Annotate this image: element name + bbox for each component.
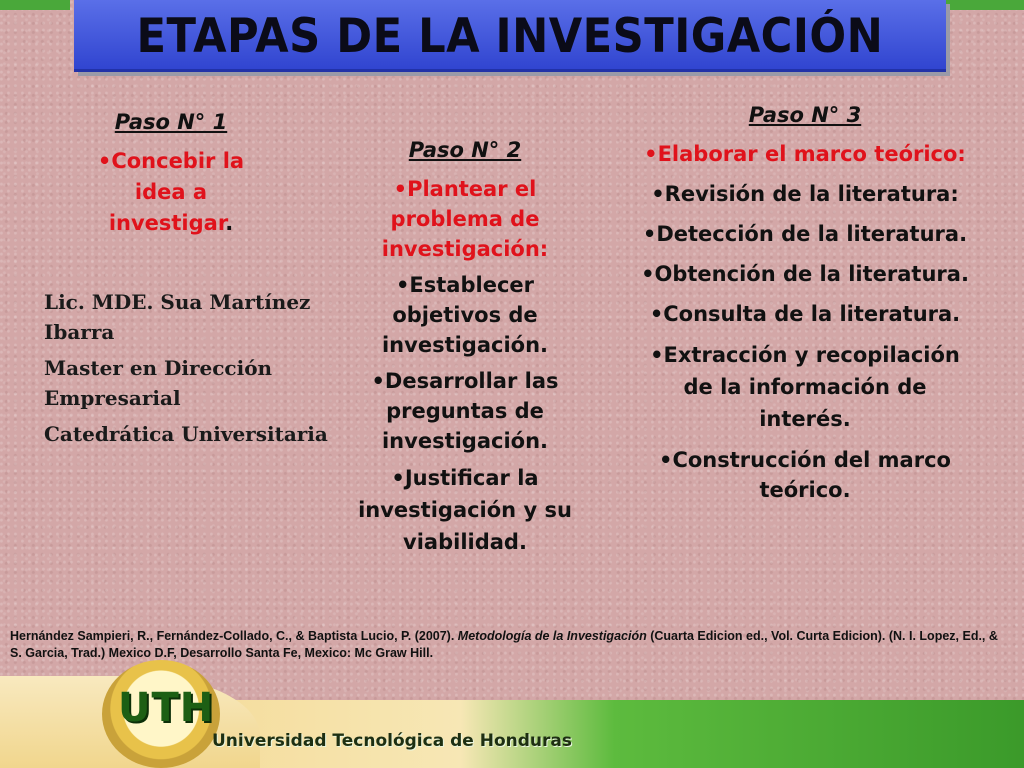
step-3-column (640, 103, 970, 515)
step-1-item (96, 146, 246, 239)
author-info (44, 287, 344, 455)
reference-details: (Cuarta Edicion ed., Vol. Curta Edicion). (N. I. Lopez, Ed., & S. Garcia, Trad.) Mexico D.F, Desarrollo Santa Fe, Mexico: Mc Graw Hill. (10, 629, 998, 660)
top-green-bar-left (0, 0, 70, 10)
title-banner (74, 0, 946, 72)
author-role: Catedrática Universitaria (44, 422, 328, 446)
step-3-item: •Construcción del marco teórico. (659, 448, 951, 502)
step-3-item: •Elaborar el marco teórico: (644, 142, 966, 166)
step-3-item: •Detección de la literatura. (642, 222, 968, 246)
step-1-heading: Paso N° 1 (114, 110, 228, 134)
university-name: Universidad Tecnológica de Honduras (212, 731, 572, 751)
bibliographic-reference (10, 628, 1000, 662)
step-2-column (345, 138, 585, 564)
step-2-item: •Establecer objetivos de investigación. (381, 273, 549, 357)
step-1-item-text: •Concebir la idea a investigar (97, 149, 245, 235)
step-2-item: •Plantear el problema de investigación: (381, 177, 549, 261)
step-3-heading: Paso N° 3 (748, 103, 862, 127)
university-logo-text: UTH (118, 685, 215, 731)
slide-title: ETAPAS DE LA INVESTIGACIÓN (136, 8, 884, 64)
step-1-column (96, 110, 246, 239)
author-name: Lic. MDE. Sua Martínez Ibarra (44, 290, 311, 344)
step-1-period: . (225, 211, 234, 235)
reference-book-title: Metodología de la Investigación (457, 629, 647, 643)
step-3-item: •Consulta de la literatura. (649, 302, 961, 326)
step-3-item: •Revisión de la literatura: (651, 182, 959, 206)
reference-authors: Hernández Sampieri, R., Fernández-Collado, C., & Baptista Lucio, P. (2007). (10, 629, 458, 643)
author-degree: Master en Dirección Empresarial (44, 356, 273, 410)
top-green-bar-right (946, 0, 1024, 10)
step-2-item: •Desarrollar las preguntas de investigación. (371, 369, 559, 453)
step-3-item: •Extracción y recopilación de la información de interés. (650, 343, 960, 431)
step-3-item: •Obtención de la literatura. (641, 262, 969, 286)
step-2-heading: Paso N° 2 (408, 138, 522, 162)
step-2-item: •Justificar la investigación y su viabilidad. (358, 466, 572, 554)
